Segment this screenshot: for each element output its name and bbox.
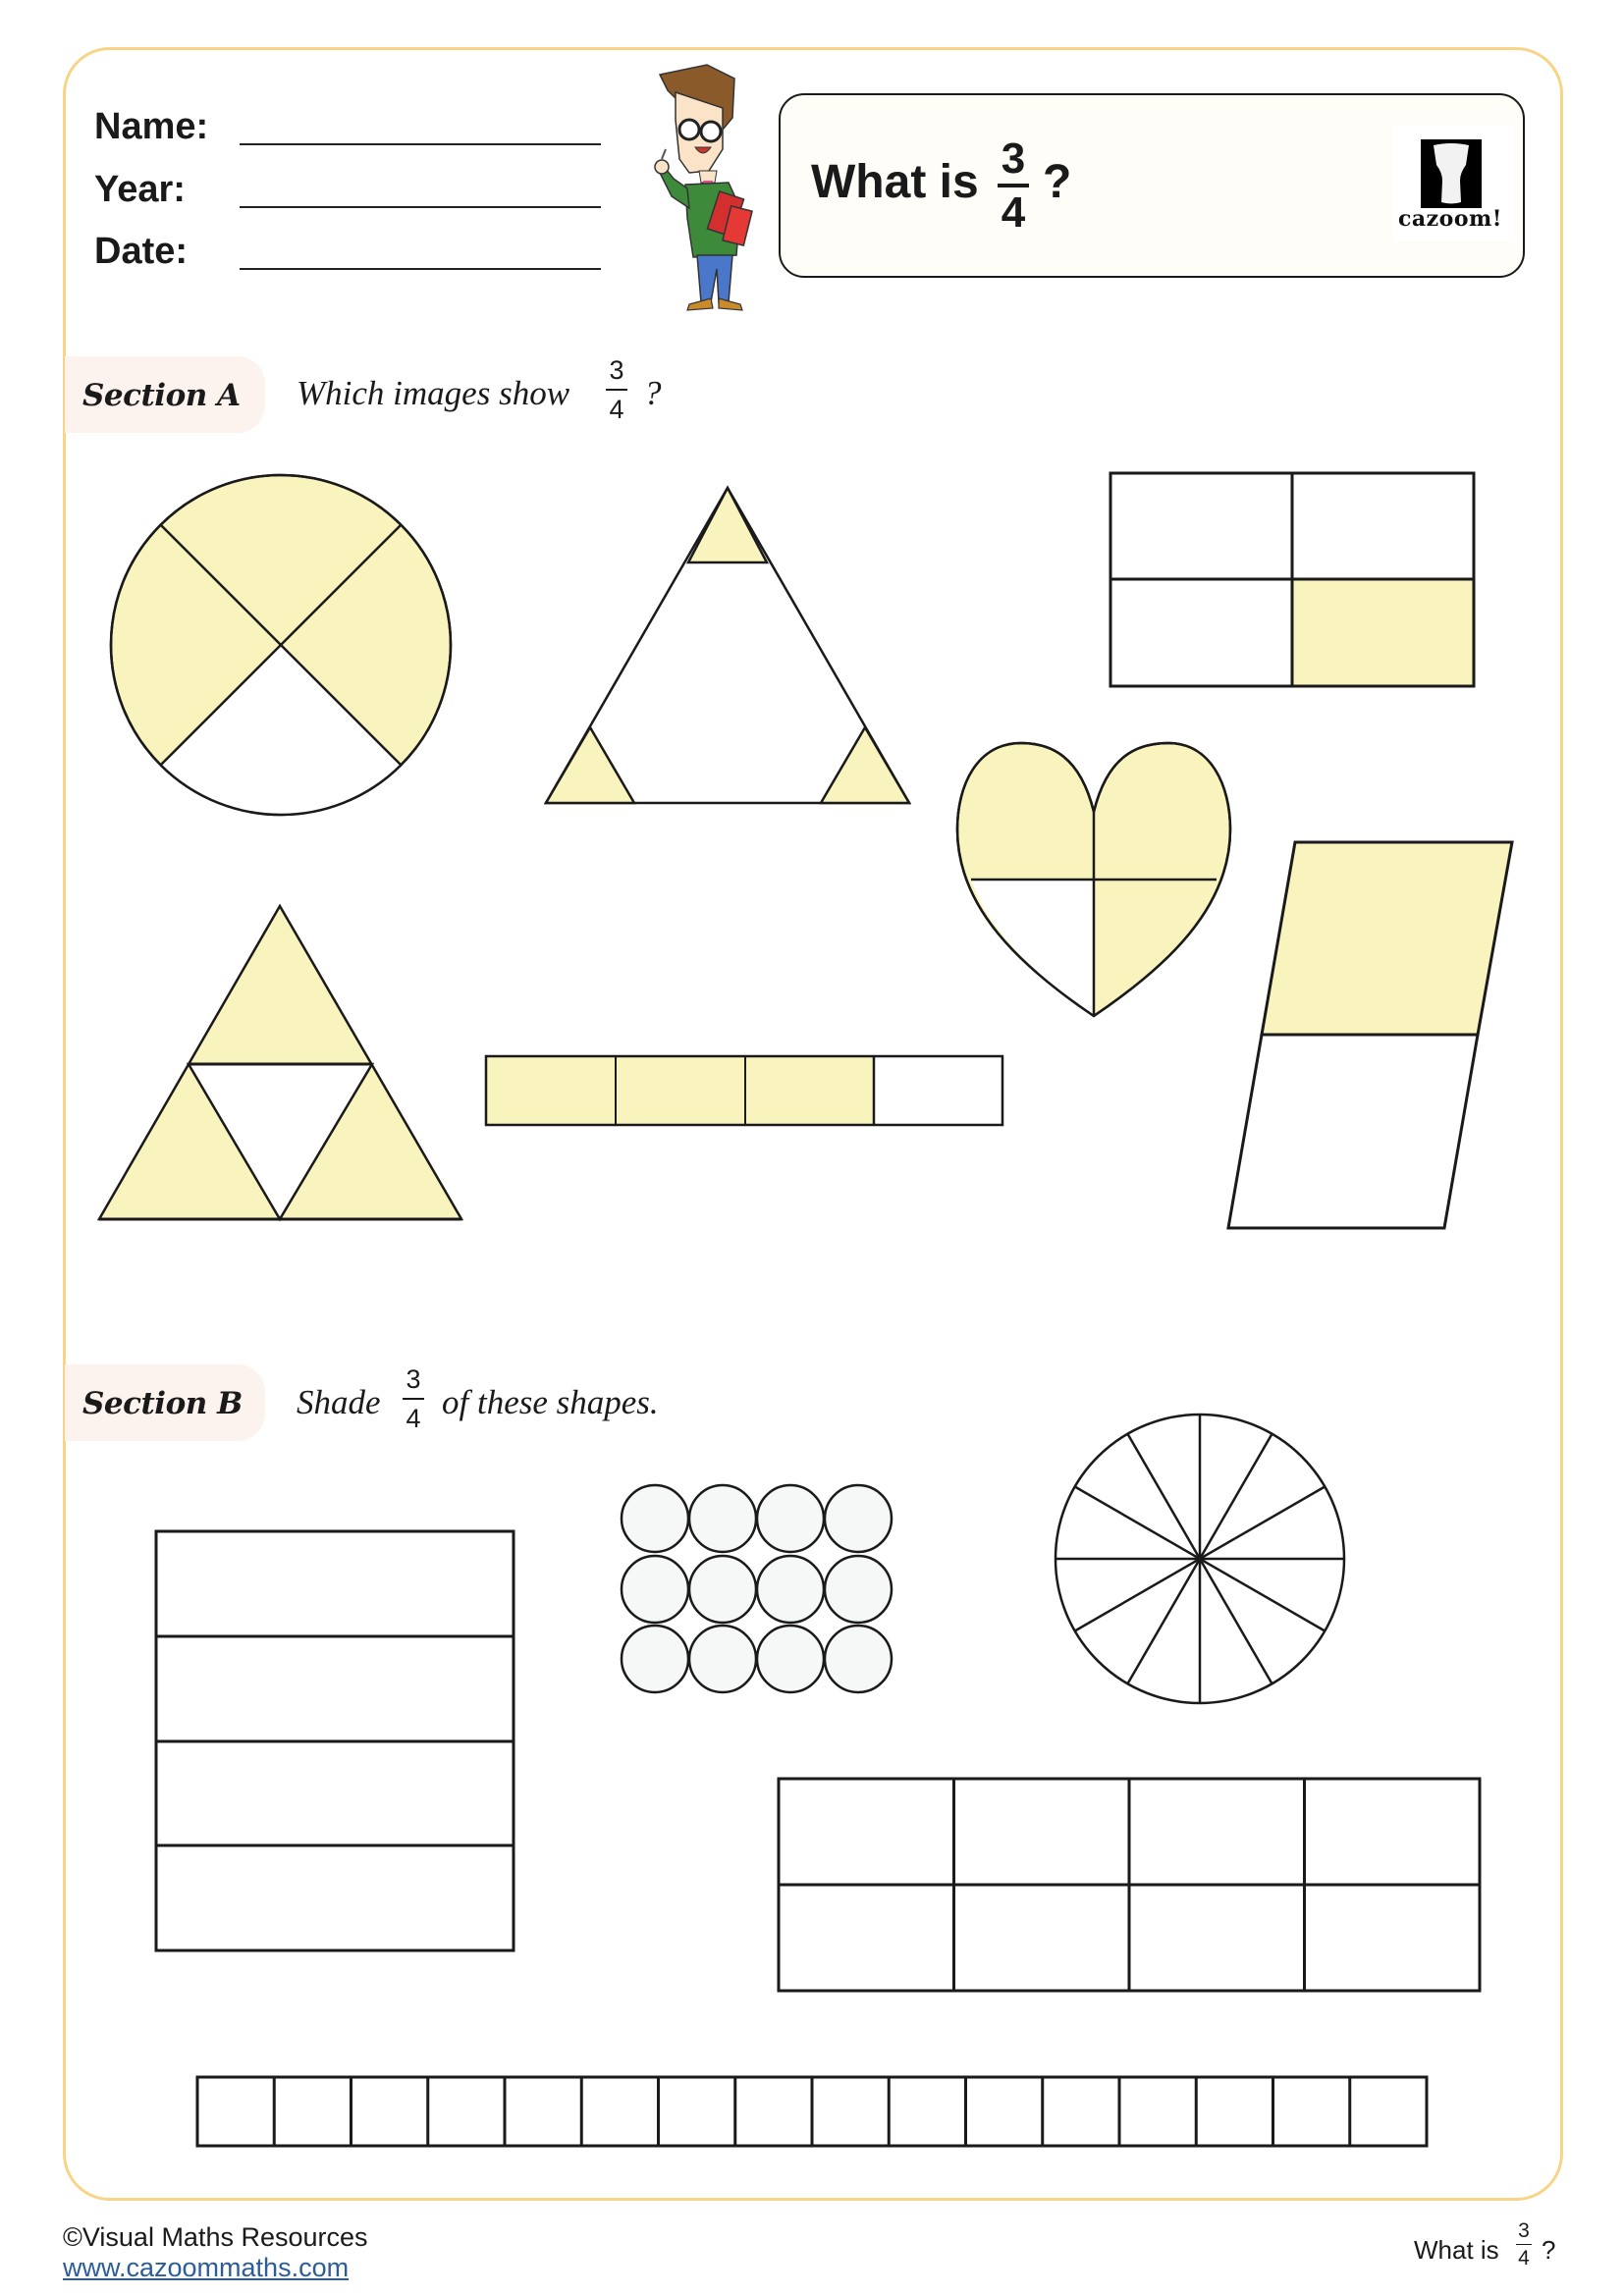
year-label: Year: xyxy=(94,169,186,210)
footer-fraction-numerator: 3 xyxy=(1518,2219,1530,2242)
section-b-instruction: Shade xyxy=(297,1383,381,1421)
section-a-fraction-denominator: 4 xyxy=(609,395,624,424)
shape-circles-grid[interactable] xyxy=(622,1485,892,1692)
shape-strip-16-cells[interactable] xyxy=(197,2077,1427,2146)
section-b-instruction-suffix: of these shapes. xyxy=(442,1383,659,1421)
name-label: Name: xyxy=(94,106,209,147)
footer-title-prefix: What is xyxy=(1414,2235,1499,2265)
section-b-fraction-numerator: 3 xyxy=(406,1364,421,1394)
shape-triangle-corners[interactable] xyxy=(546,488,909,803)
title-fraction-numerator: 3 xyxy=(1001,134,1026,183)
shape-triangle-four-parts[interactable] xyxy=(99,906,461,1219)
title-prefix: What is xyxy=(811,156,979,208)
shape-rectangle-4-rows[interactable] xyxy=(156,1531,514,1950)
logo-text: cazoom! xyxy=(1398,206,1502,232)
title-suffix: ? xyxy=(1043,156,1072,208)
shape-bar-four-parts[interactable] xyxy=(486,1056,1002,1125)
section-b-fraction-denominator: 4 xyxy=(406,1404,421,1433)
footer-copyright: ©Visual Maths Resources xyxy=(63,2222,368,2252)
title-fraction-denominator: 4 xyxy=(1001,188,1026,237)
shape-rectangle-2x2[interactable] xyxy=(1110,473,1474,686)
shape-parallelogram-halves[interactable] xyxy=(1228,842,1512,1228)
shape-circle-quarters[interactable] xyxy=(111,475,451,815)
section-b-label: Section B xyxy=(82,1386,243,1421)
section-a-question-mark: ? xyxy=(644,374,662,412)
footer-website-link[interactable]: www.cazoommaths.com xyxy=(63,2253,350,2282)
section-a-label: Section A xyxy=(82,378,241,413)
fraction-bar xyxy=(1516,2244,1532,2245)
section-a-fraction-numerator: 3 xyxy=(609,355,624,385)
shape-grid-4x2[interactable] xyxy=(779,1779,1480,1991)
section-a-instruction: Which images show xyxy=(297,374,570,412)
footer-fraction-denominator: 4 xyxy=(1518,2247,1530,2269)
footer-title-suffix: ? xyxy=(1542,2235,1556,2265)
date-label: Date: xyxy=(94,231,189,272)
footer-fraction xyxy=(1514,2220,1534,2269)
shape-heart-quarters[interactable] xyxy=(957,743,1230,1016)
shape-circle-12-sectors[interactable] xyxy=(1056,1415,1344,1703)
